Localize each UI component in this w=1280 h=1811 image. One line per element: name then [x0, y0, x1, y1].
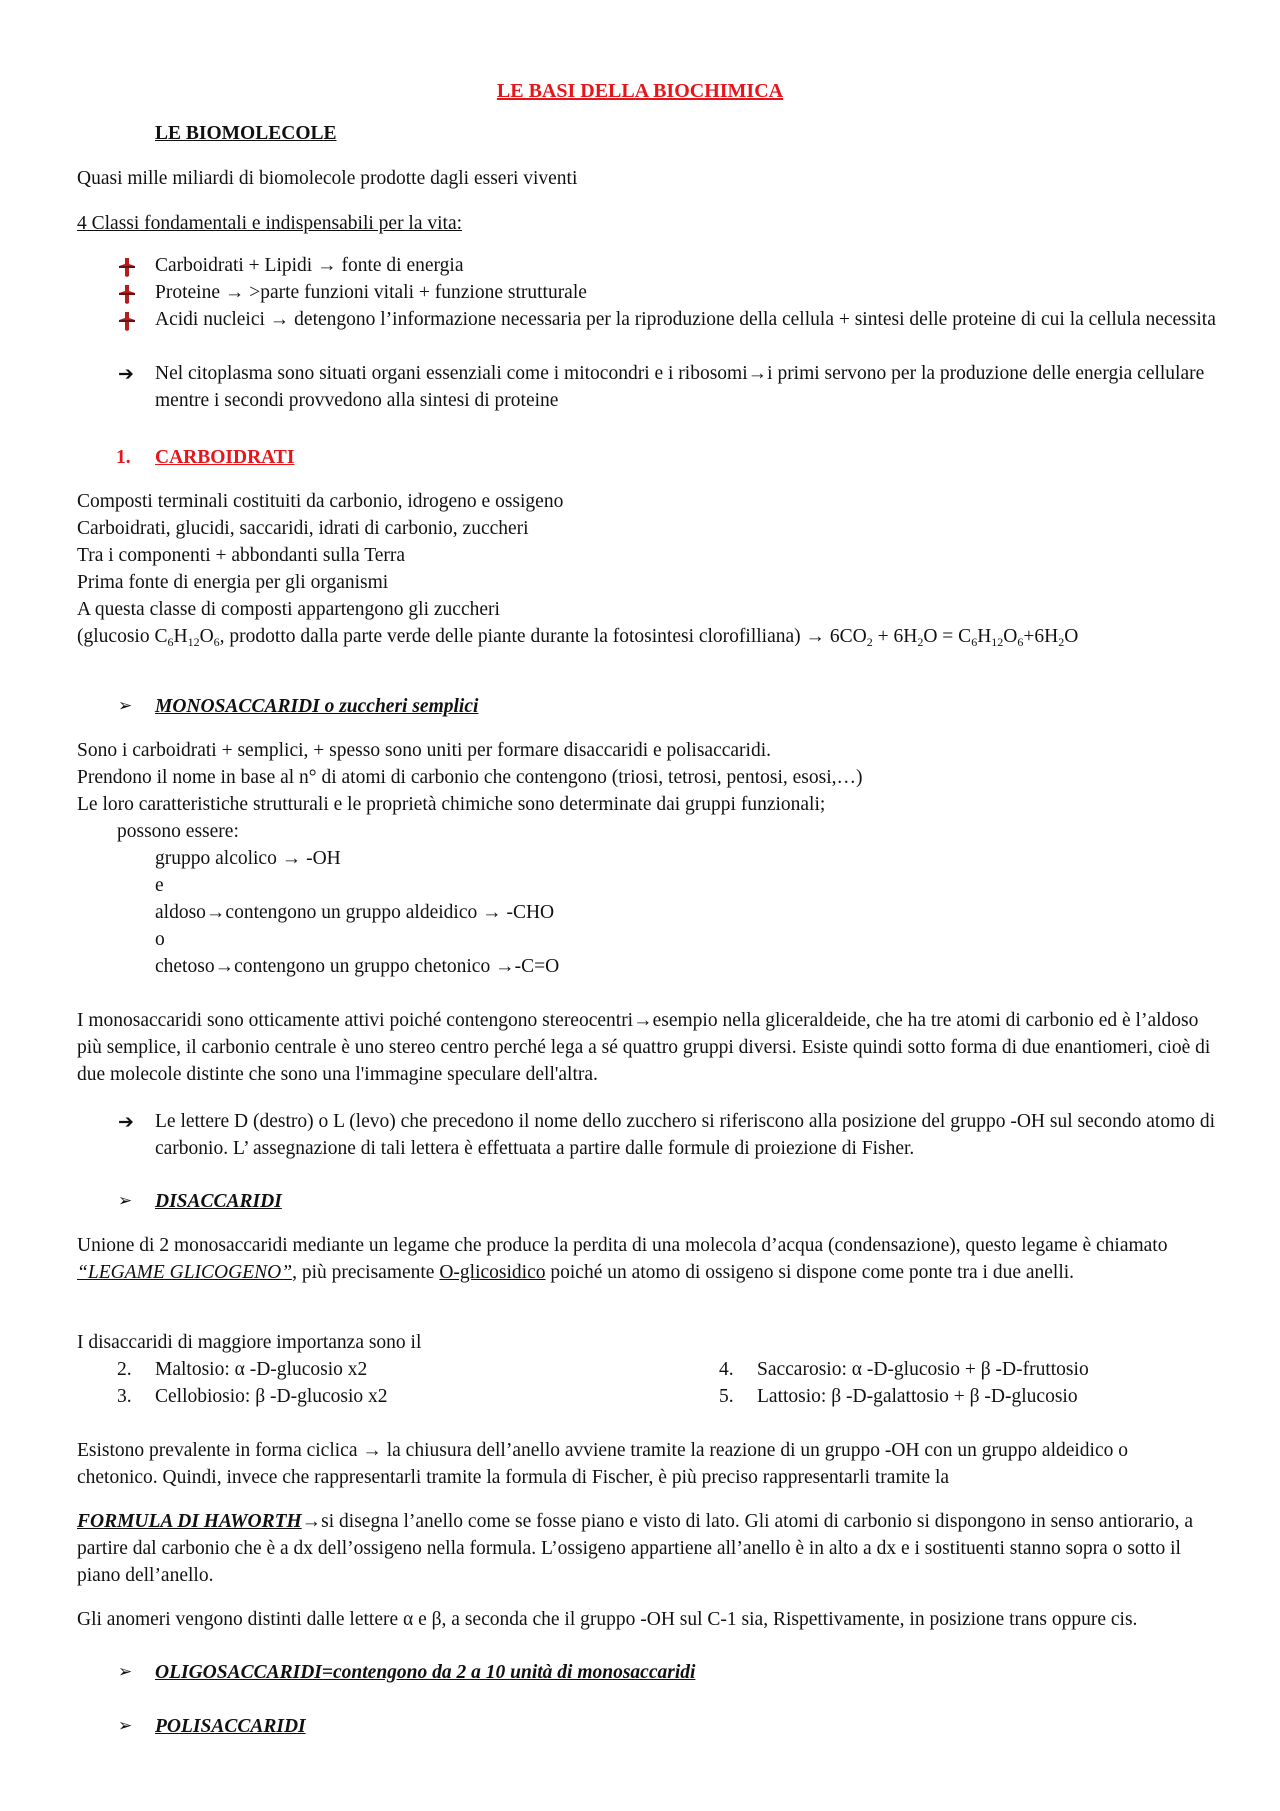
list-item: Lattosio: β -D-galattosio + β -D-glucosio: [757, 1386, 1078, 1407]
list-item: Le lettere D (destro) o L (levo) che precedono il nome dello zucchero si riferiscono alla posizione del gruppo -OH sul secondo atomo di carbonio. L’ assegnazione di tali lettera è effettuata a partire dalle formule di proiezione di Fisher.: [155, 1111, 1216, 1159]
section-heading-biomolecole: LE BIOMOLECOLE: [155, 123, 337, 144]
triangle-bullet-icon: ➢: [118, 1191, 133, 1211]
section-heading-disaccaridi: DISACCARIDI: [155, 1191, 282, 1212]
text-line: Prima fonte di energia per gli organismi: [77, 572, 389, 593]
section-heading-carboidrati: CARBOIDRATI: [155, 447, 295, 468]
intro-line: Quasi mille miliardi di biomolecole prodotte dagli esseri viventi: [77, 168, 578, 189]
text-line: possono essere:: [117, 821, 239, 842]
list-item: Carboidrati + Lipidi → fonte di energia: [155, 255, 464, 276]
document-title: LE BASI DELLA BIOCHIMICA: [496, 80, 784, 102]
list-number: 3.: [117, 1386, 132, 1407]
arrow-bullet-icon: ➔: [118, 1111, 134, 1133]
pushpin-bullet-icon: [116, 310, 144, 332]
pushpin-bullet-icon: [116, 283, 144, 305]
list-item: Maltosio: α -D-glucosio x2: [155, 1359, 368, 1380]
section-number: 1.: [116, 447, 131, 468]
triangle-bullet-icon: ➢: [118, 696, 133, 716]
text-line: aldoso→contengono un gruppo aldeidico → -CHO: [155, 902, 555, 923]
paragraph: Unione di 2 monosaccaridi mediante un legame che produce la perdita di una molecola d’acqua (condensazione), questo legame è chiamato “LEGAME GLICOGENO”, più precisamente O-glicosidico poiché un atomo di ossigeno si dispone come ponte tra i due anelli.: [77, 1235, 1168, 1283]
paragraph: Gli anomeri vengono distinti dalle lettere α e β, a seconda che il gruppo -OH sul C-1 sia, Rispettivamente, in posizione trans oppure cis.: [77, 1609, 1138, 1630]
text-line: Composti terminali costituiti da carbonio, idrogeno e ossigeno: [77, 491, 564, 512]
paragraph: I monosaccaridi sono otticamente attivi poiché contengono stereocentri→esempio nella gliceraldeide, che ha tre atomi di carbonio ed è l’aldoso più semplice, il carbonio centrale è uno stereo centro perché lega a sé quattro gruppi diversi. Esiste quindi sotto forma di due enantiomeri, cioè di due molecole distinte che sono una l'immagine speculare dell'altra.: [77, 1010, 1211, 1085]
section-heading-polisaccaridi: POLISACCARIDI: [155, 1716, 306, 1737]
list-item: Acidi nucleici → detengono l’informazione necessaria per la riproduzione della cellula + sintesi delle proteine di cui la cellula necessita: [155, 309, 1216, 330]
list-number: 2.: [117, 1359, 132, 1380]
paragraph-haworth: FORMULA DI HAWORTH→si disegna l’anello come se fosse piano e visto di lato. Gli atomi di carbonio si dispongono in senso antiorario, a partire dal carbonio che è a dx dell’ossigeno nella formula. L’ossigeno appartiene all’anello è in alto a dx e i sostituenti stanno sopra o sotto il piano dell’anello.: [77, 1511, 1194, 1586]
list-item: Cellobiosio: β -D-glucosio x2: [155, 1386, 388, 1407]
text-line: Tra i componenti + abbondanti sulla Terra: [77, 545, 406, 566]
list-item: Saccarosio: α -D-glucosio + β -D-fruttosio: [757, 1359, 1089, 1380]
text-line: I disaccaridi di maggiore importanza sono il: [77, 1332, 422, 1353]
classes-heading: 4 Classi fondamentali e indispensabili per la vita:: [77, 213, 463, 234]
section-heading-monosaccaridi: MONOSACCARIDI o zuccheri semplici: [155, 696, 479, 717]
triangle-bullet-icon: ➢: [118, 1716, 133, 1736]
text-line: Le loro caratteristiche strutturali e le proprietà chimiche sono determinate dai gruppi funzionali;: [77, 794, 826, 815]
list-number: 4.: [719, 1359, 734, 1380]
text-line: Sono i carboidrati + semplici, + spesso sono uniti per formare disaccaridi e polisaccaridi.: [77, 740, 772, 761]
section-heading-oligosaccaridi: OLIGOSACCARIDI=contengono da 2 a 10 unità di monosaccaridi: [155, 1662, 696, 1683]
text-line: e: [155, 875, 164, 896]
paragraph: Esistono prevalente in forma ciclica → la chiusura dell’anello avviene tramite la reazione di un gruppo -OH con un gruppo aldeidico o chetonico. Quindi, invece che rappresentarli tramite la formula di Fischer, è più preciso rappresentarli tramite la: [77, 1440, 1129, 1488]
text-line: chetoso→contengono un gruppo chetonico →-C=O: [155, 956, 560, 977]
text-line: Prendono il nome in base al n° di atomi di carbonio che contengono (triosi, tetrosi, pentosi, esosi,…): [77, 767, 863, 788]
text-line: gruppo alcolico → -OH: [155, 848, 341, 869]
list-item: Proteine → >parte funzioni vitali + funzione strutturale: [155, 282, 587, 303]
glucose-formula-line: (glucosio $C_6H_{12}O_6$, prodotto dalla parte verde delle piante durante la fotosintesi clorofilliana) → $6CO_2 + 6H_2O = C_6H_{12}O_6+6H_2O$: [77, 626, 1079, 649]
pushpin-bullet-icon: [116, 256, 144, 278]
triangle-bullet-icon: ➢: [118, 1662, 133, 1682]
list-item: Nel citoplasma sono situati organi essenziali come i mitocondri e i ribosomi→i primi servono per la produzione delle energia cellulare mentre i secondi provvedono alla sintesi di proteine: [155, 363, 1205, 411]
text-line: Carboidrati, glucidi, saccaridi, idrati di carbonio, zuccheri: [77, 518, 529, 539]
text-line: A questa classe di composti appartengono gli zuccheri: [77, 599, 500, 620]
text-line: o: [155, 929, 165, 950]
arrow-bullet-icon: ➔: [118, 363, 134, 385]
list-number: 5.: [719, 1386, 734, 1407]
